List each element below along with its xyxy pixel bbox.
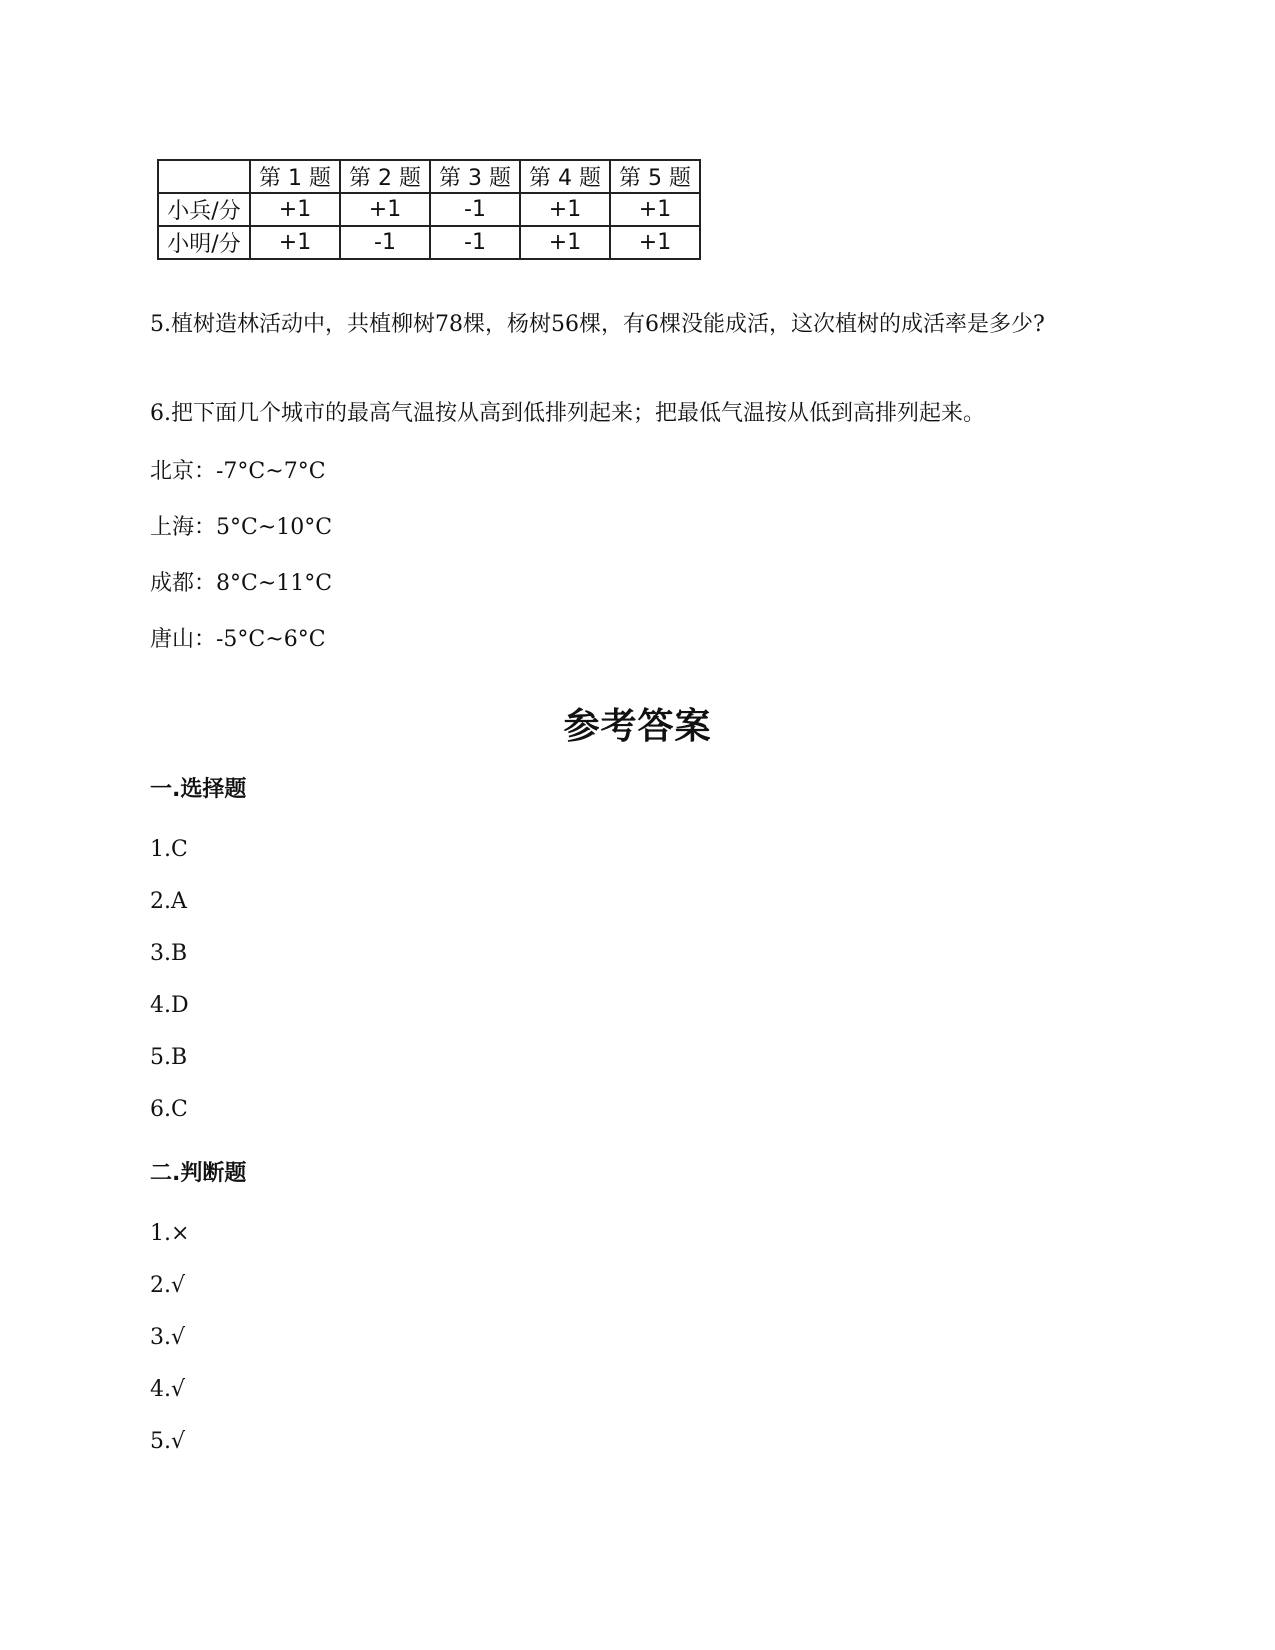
answers-title: 参考答案 bbox=[563, 705, 712, 747]
table-row-label: 小明/分 bbox=[158, 226, 250, 259]
answer-item: 6.C bbox=[150, 1097, 188, 1122]
table-cell: +1 bbox=[250, 226, 340, 259]
answer-item: 5.B bbox=[150, 1045, 188, 1070]
question-5: 5.植树造林活动中，共植柳树78棵，杨树56棵，有6棵没能成活，这次植树的成活率是多少? bbox=[150, 312, 1045, 337]
answer-item: 3.√ bbox=[150, 1325, 186, 1350]
table-cell: +1 bbox=[610, 226, 700, 259]
table-cell: -1 bbox=[430, 193, 520, 226]
table-cell: +1 bbox=[520, 193, 610, 226]
table-header-cell: 第 3 题 bbox=[430, 160, 520, 193]
answer-item: 1.× bbox=[150, 1221, 190, 1246]
table-cell: +1 bbox=[520, 226, 610, 259]
city-beijing: 北京：-7°C~7°C bbox=[150, 459, 326, 484]
answer-item: 2.A bbox=[150, 889, 187, 914]
table-cell: +1 bbox=[340, 193, 430, 226]
answer-item: 5.√ bbox=[150, 1429, 186, 1454]
table-header-cell: 第 4 题 bbox=[520, 160, 610, 193]
city-shanghai: 上海：5°C~10°C bbox=[150, 515, 333, 540]
table-header-cell: 第 1 题 bbox=[250, 160, 340, 193]
answer-item: 1.C bbox=[150, 837, 188, 862]
answer-item: 4.D bbox=[150, 993, 189, 1018]
section-heading-judgment: 二.判断题 bbox=[150, 1161, 247, 1186]
table-header-row bbox=[158, 160, 700, 193]
score-table bbox=[157, 159, 701, 260]
city-tangshan: 唐山：-5°C~6°C bbox=[150, 627, 326, 652]
section-heading-choice: 一.选择题 bbox=[150, 777, 247, 802]
table-cell: +1 bbox=[610, 193, 700, 226]
city-chengdu: 成都：8°C~11°C bbox=[150, 571, 333, 596]
table-header-cell: 第 5 题 bbox=[610, 160, 700, 193]
table-cell: -1 bbox=[340, 226, 430, 259]
table-row bbox=[158, 226, 700, 259]
table-row bbox=[158, 193, 700, 226]
table-corner-cell bbox=[158, 160, 250, 193]
answer-item: 3.B bbox=[150, 941, 188, 966]
question-6: 6.把下面几个城市的最高气温按从高到低排列起来；把最低气温按从低到高排列起来。 bbox=[150, 401, 985, 426]
table-cell: +1 bbox=[250, 193, 340, 226]
table-cell: -1 bbox=[430, 226, 520, 259]
table-row-label: 小兵/分 bbox=[158, 193, 250, 226]
answer-item: 2.√ bbox=[150, 1273, 186, 1298]
answer-item: 4.√ bbox=[150, 1377, 186, 1402]
table-header-cell: 第 2 题 bbox=[340, 160, 430, 193]
